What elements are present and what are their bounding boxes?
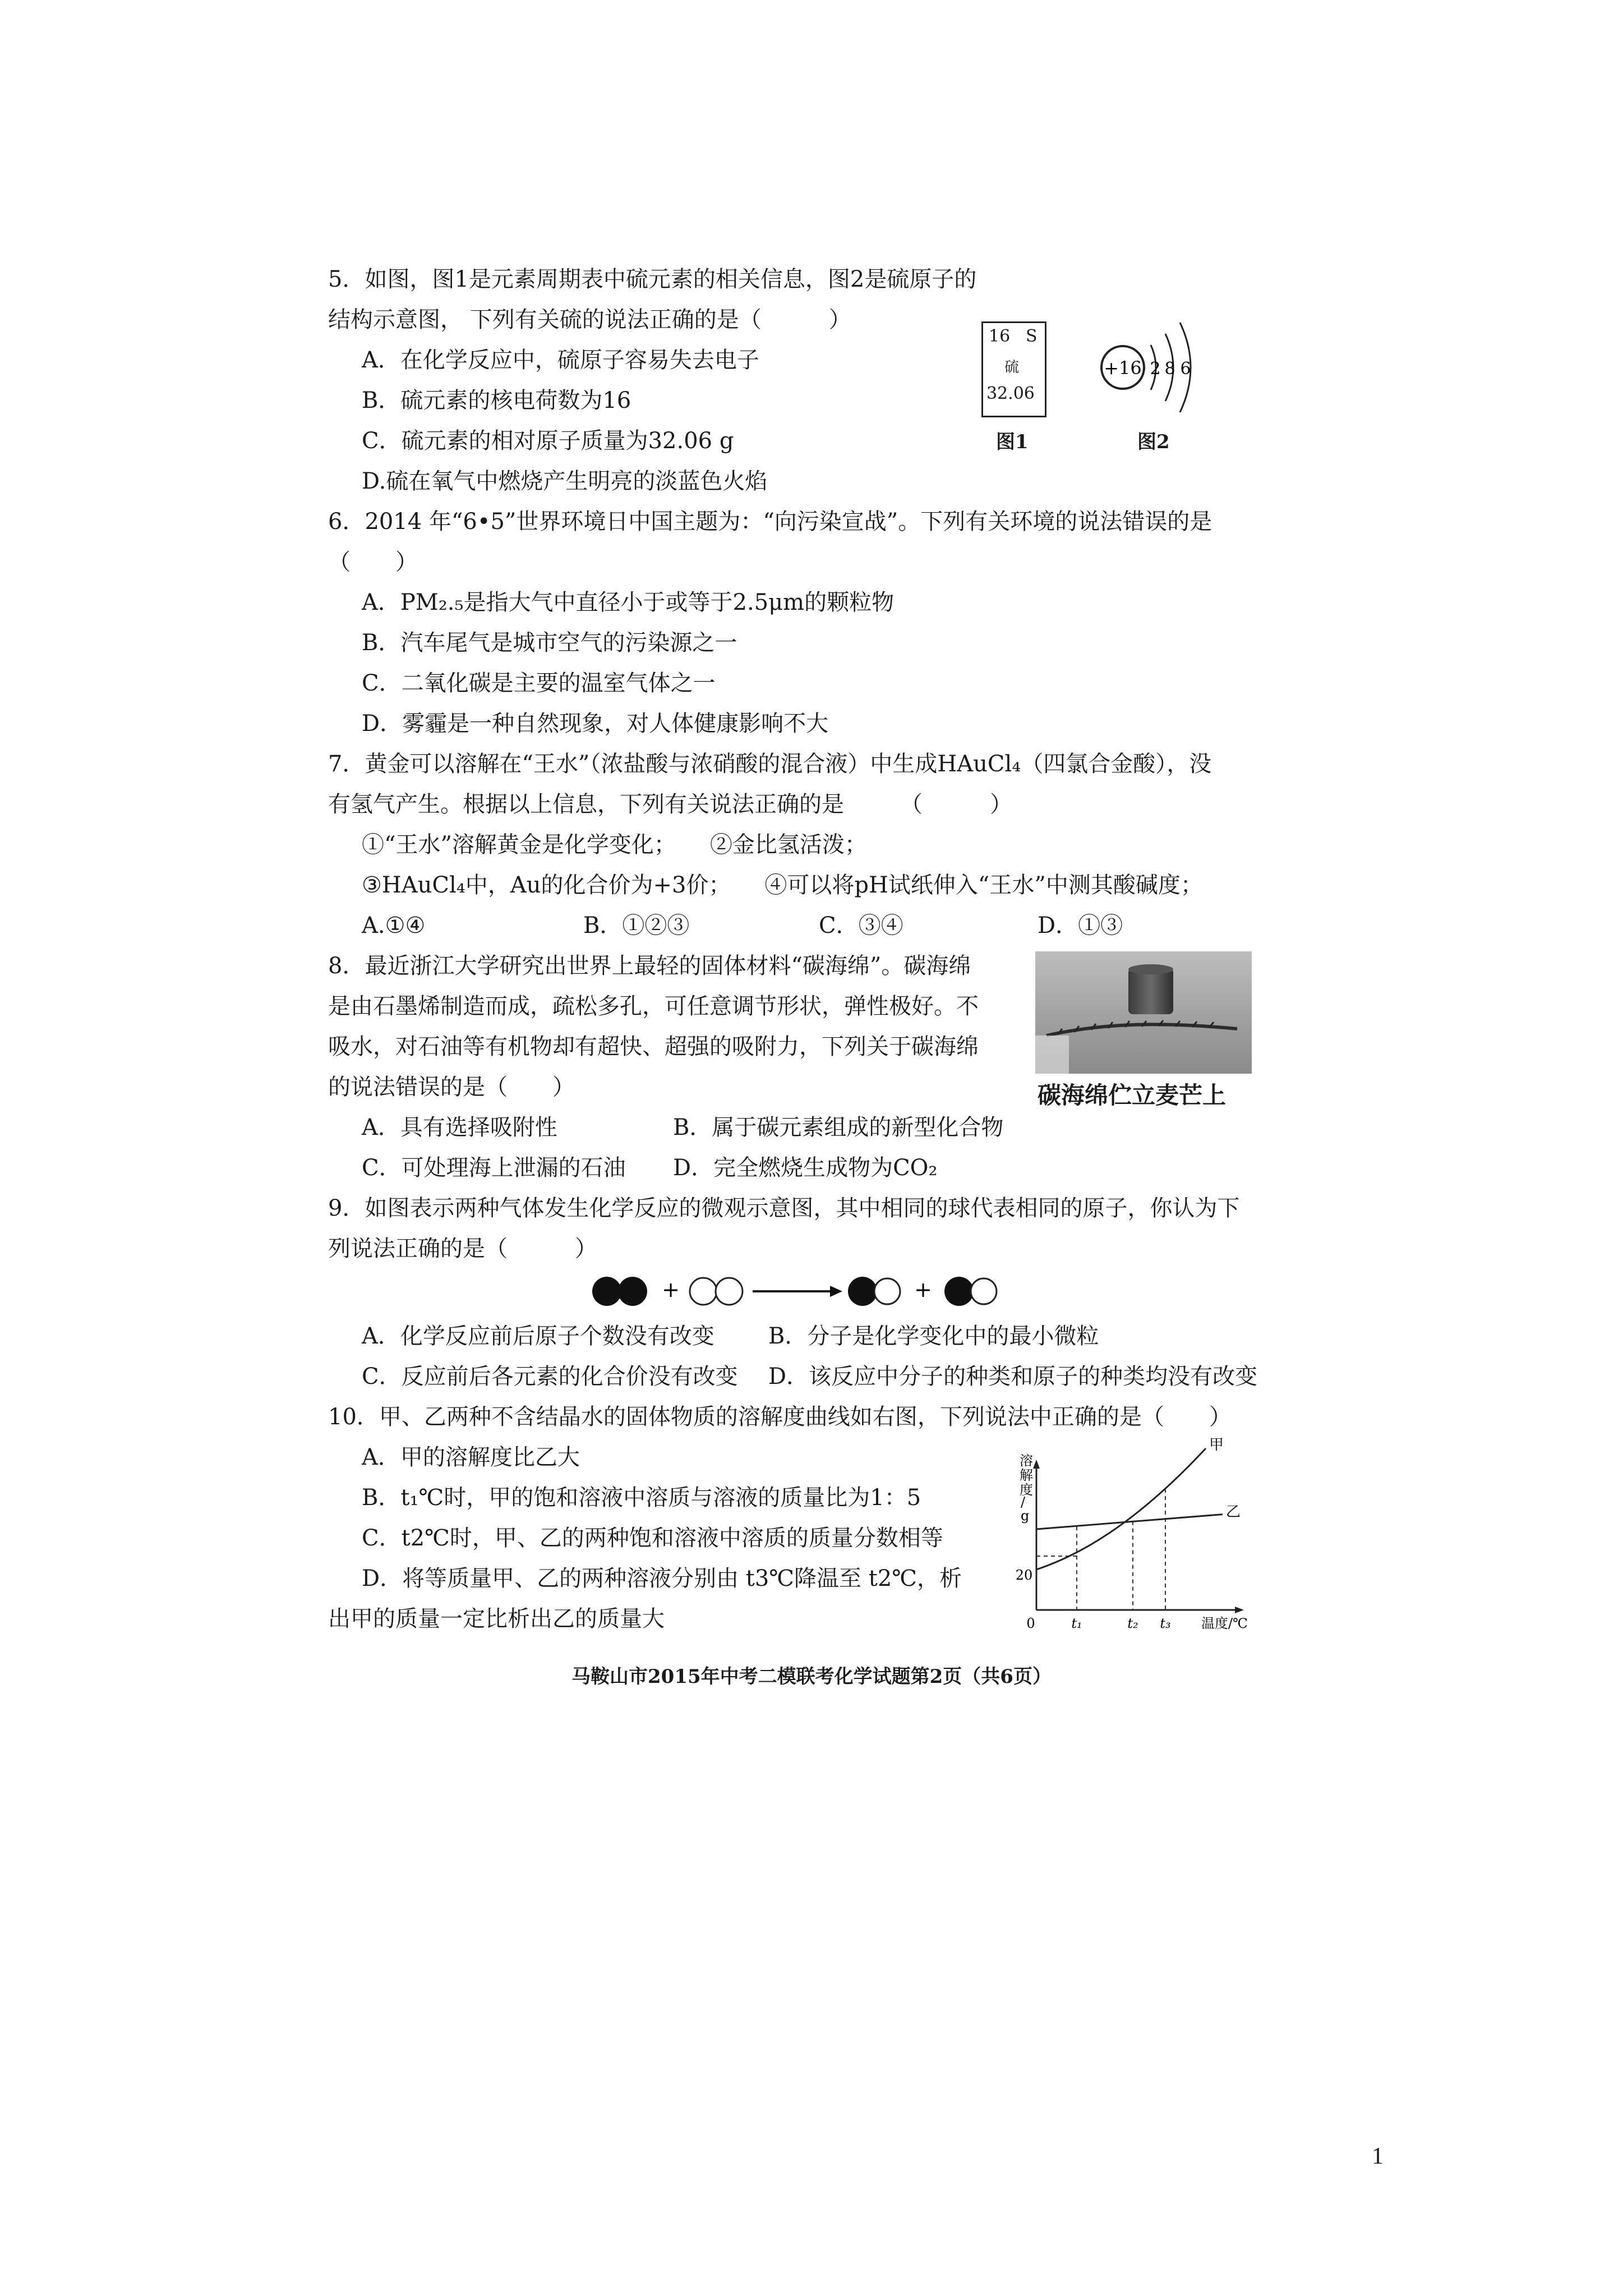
carbon-sponge-photo <box>1035 951 1252 1074</box>
q8-option-b: B．属于碳元素组成的新型化合物 <box>673 1115 1004 1140</box>
series-jia-label: 甲 <box>1209 1437 1224 1453</box>
q6-option-d: D．雾霾是一种自然现象，对人体健康影响不大 <box>362 711 829 737</box>
solubility-chart <box>1004 1437 1262 1638</box>
y-axis-label-3: 度 <box>1020 1482 1033 1498</box>
plus-sign-2: + <box>914 1277 932 1302</box>
q9-option-c: C．反应前后各元素的化合价没有改变 <box>362 1364 738 1389</box>
x-axis-label: 温度/℃ <box>1201 1616 1248 1631</box>
page-footer: 马鞍山市2015年中考二模联考化学试题第2页（共6页） <box>571 1665 1052 1688</box>
y-axis-label-2: 解 <box>1020 1467 1033 1483</box>
q5-line-2: 结构示意图， 下列有关硫的说法正确的是（ ） <box>328 307 851 333</box>
sulfur-atom-diagram <box>1094 311 1228 424</box>
q8-option-c: C．可处理海上泄漏的石油 <box>362 1155 626 1181</box>
q7-choice-c: C．③④ <box>819 913 903 938</box>
q5-option-c: C．硫元素的相对原子质量为32.06 g <box>362 428 734 454</box>
series-jia-line <box>1036 1448 1206 1570</box>
q10-option-b: B．t₁℃时，甲的饱和溶液中溶质与溶液的质量比为1：5 <box>362 1485 921 1511</box>
sulfur-element-cell <box>981 321 1046 417</box>
molecule-b-atom-2 <box>716 1278 743 1305</box>
q7-statement-2: ③HAuCl₄中，Au的化合价为+3价； ④可以将pH试纸伸入“王水”中测其酸碱度； <box>362 872 1203 898</box>
fig2-caption: 图2 <box>1137 431 1170 453</box>
reaction-arrow-head <box>830 1286 842 1297</box>
q6-option-b: B．汽车尾气是城市空气的污染源之一 <box>362 630 737 656</box>
q7-statement-1: ①“王水”溶解黄金是化学变化； ②金比氢活泼； <box>362 832 867 858</box>
y-axis-label-5: g <box>1021 1508 1030 1524</box>
element-symbol: S <box>1026 326 1038 346</box>
product-2-light-atom <box>971 1278 997 1304</box>
atomic-mass: 32.06 <box>986 384 1035 403</box>
element-name: 硫 <box>1004 359 1020 376</box>
plus-sign-1: + <box>662 1277 680 1302</box>
q5-option-d: D.硫在氧气中燃烧产生明亮的淡蓝色火焰 <box>362 468 768 494</box>
q7-choice-a: A.①④ <box>362 913 426 938</box>
molecule-b-atom-1 <box>690 1278 717 1305</box>
reaction-diagram <box>589 1269 1009 1314</box>
q10-last-line: 出甲的质量一定比析出乙的质量大 <box>328 1606 665 1632</box>
shell-electrons-1: 2 <box>1150 359 1161 379</box>
nucleus-charge: +16 <box>1104 357 1142 379</box>
chart-marks <box>1036 1437 1241 1631</box>
y-value-20-label: 20 <box>1015 1567 1033 1583</box>
q6-line-1: 6．2014 年“6•5”世界环境日中国主题为：“向污染宣战”。下列有关环境的说法错误的是 <box>328 509 1212 535</box>
shell-electrons-2: 8 <box>1164 359 1175 379</box>
q6-line-2: （ ） <box>328 549 418 575</box>
q5-line-1: 5．如图，图1是元素周期表中硫元素的相关信息，图2是硫原子的 <box>328 266 977 292</box>
q9-line-1: 9．如图表示两种气体发生化学反应的微观示意图，其中相同的球代表相同的原子，你认为下 <box>328 1195 1240 1221</box>
carbon-sponge-caption: 碳海绵伫立麦芒上 <box>1038 1082 1227 1109</box>
x-tick-label: t₂ <box>1127 1616 1138 1631</box>
series-yi-label: 乙 <box>1226 1503 1241 1521</box>
product-2-dark-atom <box>944 1277 974 1306</box>
page-number: 1 <box>1372 2143 1384 2169</box>
molecule-a-atom-2 <box>618 1277 647 1306</box>
q5-option-b: B．硫元素的核电荷数为16 <box>362 388 631 413</box>
q7-choice-d: D．①③ <box>1038 913 1123 938</box>
q5-option-a: A．在化学反应中，硫原子容易失去电子 <box>362 347 759 373</box>
q10-option-c: C．t2℃时，甲、乙的两种饱和溶液中溶质的质量分数相等 <box>362 1525 943 1551</box>
product-1-dark-atom <box>848 1277 877 1306</box>
origin-label: 0 <box>1026 1616 1035 1631</box>
shell-electrons-3: 6 <box>1180 359 1191 379</box>
q9-option-d: D．该反应中分子的种类和原子的种类均没有改变 <box>768 1364 1258 1389</box>
atomic-number: 16 <box>989 326 1011 346</box>
q10-option-a: A．甲的溶解度比乙大 <box>362 1444 580 1470</box>
q8-line-2: 是由石墨烯制造而成，疏松多孔，可任意调节形状，弹性极好。不 <box>328 993 979 1019</box>
molecule-a-atom-1 <box>592 1277 621 1306</box>
q10-option-d: D．将等质量甲、乙的两种溶液分别由 t3℃降温至 t2℃，析 <box>362 1566 962 1591</box>
y-axis-label-1: 溶 <box>1020 1453 1033 1469</box>
q6-option-c: C．二氧化碳是主要的温室气体之一 <box>362 670 716 696</box>
product-1-light-atom <box>874 1278 900 1304</box>
q8-option-a: A．具有选择吸附性 <box>362 1115 557 1140</box>
q9-option-a: A．化学反应前后原子个数没有改变 <box>362 1323 714 1349</box>
q10-line-1: 10．甲、乙两种不含结晶水的固体物质的溶解度曲线如右图，下列说法中正确的是（ ） <box>328 1404 1232 1430</box>
q9-option-b: B．分子是化学变化中的最小微粒 <box>768 1323 1099 1349</box>
q8-line-1: 8．最近浙江大学研究出世界上最轻的固体材料“碳海绵”。碳海绵 <box>328 953 971 979</box>
x-tick-label: t₃ <box>1160 1616 1171 1631</box>
series-yi-line <box>1036 1515 1223 1529</box>
y-axis-arrow <box>1033 1460 1040 1469</box>
q7-choice-b: B．①②③ <box>583 913 690 938</box>
q6-option-a: A．PM₂.₅是指大气中直径小于或等于2.5μm的颗粒物 <box>362 590 895 615</box>
q7-line-1: 7．黄金可以溶解在“王水”（浓盐酸与浓硝酸的混合液）中生成HAuCl₄（四氯合金酸），没 <box>328 751 1212 777</box>
q8-line-3: 吸水，对石油等有机物却有超快、超强的吸附力，下列关于碳海绵 <box>328 1034 979 1060</box>
fig1-caption: 图1 <box>996 431 1029 453</box>
q8-line-4: 的说法错误的是（ ） <box>328 1074 575 1100</box>
y-axis-label-4: / <box>1021 1494 1026 1510</box>
q7-line-2: 有氢气产生。根据以上信息，下列有关说法正确的是 （ ） <box>328 792 1012 817</box>
q8-option-d: D．完全燃烧生成物为CO₂ <box>673 1155 938 1181</box>
x-tick-label: t₁ <box>1071 1616 1082 1631</box>
x-axis-arrow <box>1235 1607 1244 1613</box>
q9-line-2: 列说法正确的是（ ） <box>328 1236 597 1262</box>
